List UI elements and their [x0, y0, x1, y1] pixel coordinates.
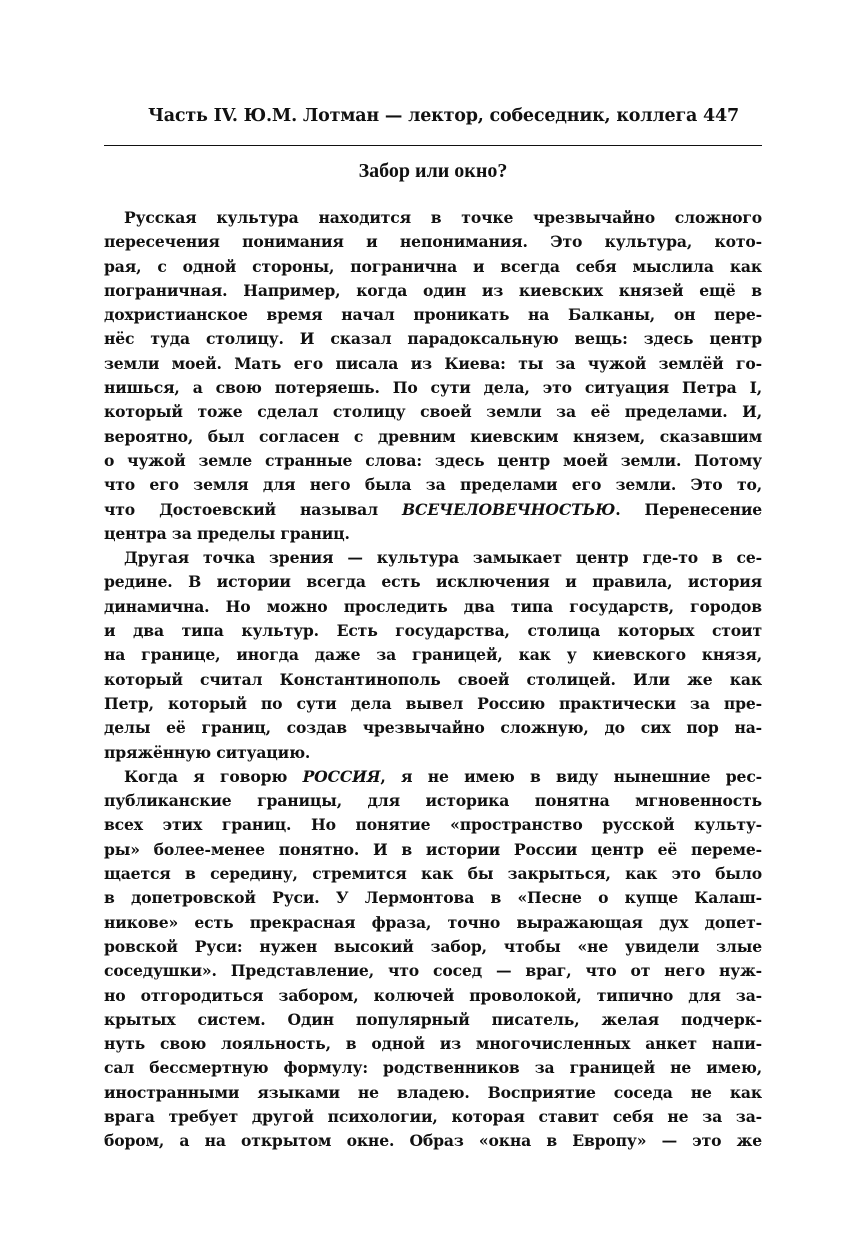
text-segment: Петр, который по сути дела вывел Россию практически за пре-	[104, 693, 762, 713]
text-line	[104, 206, 762, 230]
text-segment: вероятно, был согласен с древним киевским князем, сказавшим	[104, 426, 762, 446]
text-line	[104, 1032, 762, 1056]
text-line	[104, 619, 762, 643]
text-line	[104, 765, 762, 789]
text-segment: который считал Константинополь своей столицей. Или же как	[104, 669, 762, 689]
text-line	[104, 643, 762, 667]
emphasized-text: РОССИЯ	[302, 766, 381, 786]
text-segment: в допетровской Руси. У Лермонтова в «Песне о купце Калаш-	[104, 888, 762, 908]
text-line	[104, 255, 762, 279]
text-line	[104, 230, 762, 254]
text-line	[104, 862, 762, 886]
text-line	[104, 1105, 762, 1129]
text-line	[104, 911, 762, 935]
text-line	[104, 668, 762, 692]
text-line	[104, 1056, 762, 1080]
text-segment: динамична. Но можно проследить два типа государств, городов	[104, 596, 762, 616]
text-line	[104, 352, 762, 376]
text-segment: бором, а на открытом окне. Образ «окна в Европу» — это же	[104, 1131, 762, 1151]
text-line	[104, 303, 762, 327]
text-segment: делы её границ, создав чрезвычайно сложную, до сих пор на-	[104, 718, 762, 738]
text-line	[104, 959, 762, 983]
text-segment: но отгородиться забором, колючей проволокой, типично для за-	[104, 985, 762, 1005]
paragraph	[104, 765, 762, 1154]
text-line	[104, 595, 762, 619]
text-segment: публиканские границы, для историка понятна мгновенность	[104, 791, 762, 811]
text-line	[104, 838, 762, 862]
text-segment: Русская культура находится в точке чрезвычайно сложного	[124, 208, 762, 227]
text-segment: редине. В истории всегда есть исключения и правила, история	[104, 572, 762, 592]
text-segment: на границе, иногда даже за границей, как у киевского князя,	[104, 645, 762, 665]
text-line	[104, 570, 762, 594]
text-segment: нёс туда столицу. И сказал парадоксальную вещь: здесь центр	[104, 329, 762, 349]
text-segment: и два типа культур. Есть государства, столица которых стоит	[104, 621, 762, 641]
section-title: Забор или окно?	[358, 160, 508, 182]
header-rule	[104, 145, 762, 146]
text-segment: пряжённую ситуацию.	[104, 742, 311, 762]
text-line	[104, 1008, 762, 1032]
text-line	[104, 522, 762, 546]
text-line	[104, 376, 762, 400]
text-segment: ровской Руси: нужен высокий забор, чтобы «не увидели злые	[104, 936, 762, 956]
text-segment: Другая точка зрения — культура замыкает центр где-то в се-	[124, 548, 762, 568]
text-line	[104, 449, 762, 473]
text-line	[104, 813, 762, 837]
text-segment: крытых систем. Один популярный писатель, желая подчерк-	[104, 1009, 762, 1029]
text-line	[104, 984, 762, 1008]
body-text	[104, 206, 762, 1154]
text-segment: что его земля для него была за пределами его земли. Это то,	[104, 475, 762, 495]
text-segment: что Достоевский называл	[104, 499, 403, 519]
text-line	[104, 400, 762, 424]
text-segment: , я не имею в виду нынешние рес-	[380, 766, 762, 786]
text-line	[104, 935, 762, 959]
text-line	[104, 692, 762, 716]
text-segment: щается в середину, стремится как бы закрыться, как это было	[104, 864, 762, 884]
paragraph	[104, 546, 762, 765]
running-head: Часть IV. Ю.М. Лотман — лектор, собеседник, коллега 447	[148, 106, 739, 126]
text-segment: пограничная. Например, когда один из киевских князей ещё в	[104, 280, 762, 300]
text-segment: всех этих границ. Но понятие «пространство русской культу-	[104, 815, 762, 835]
text-line	[104, 716, 762, 740]
text-segment: рая, с одной стороны, погранична и всегда себя мыслила как	[104, 256, 762, 276]
text-segment: Когда я говорю	[124, 766, 303, 786]
text-segment: соседушки». Представление, что сосед — враг, что от него нуж-	[104, 961, 762, 981]
text-line	[104, 1081, 762, 1105]
text-line	[104, 741, 762, 765]
text-segment: дохристианское время начал проникать на Балканы, он пере-	[104, 305, 762, 325]
text-line	[104, 498, 762, 522]
text-segment: центра за пределы границ.	[104, 523, 350, 543]
paragraph	[104, 206, 762, 546]
text-line	[104, 886, 762, 910]
text-line	[104, 279, 762, 303]
emphasized-text: ВСЕЧЕЛОВЕЧНОСТЬЮ	[402, 499, 616, 519]
text-line	[104, 789, 762, 813]
text-segment: нишься, а свою потеряешь. По сути дела, это ситуация Петра I,	[104, 378, 762, 398]
text-line	[104, 473, 762, 497]
text-segment: пересечения понимания и непонимания. Это культура, кото-	[104, 232, 762, 252]
text-segment: сал бессмертную формулу: родственников за границей не имею,	[104, 1058, 762, 1078]
text-segment: ры» более-менее понятно. И в истории России центр её переме-	[104, 839, 762, 859]
text-segment: который тоже сделал столицу своей земли за её пределами. И,	[104, 402, 762, 422]
text-line	[104, 1129, 762, 1153]
text-segment: никове» есть прекрасная фраза, точно выражающая дух допет-	[104, 912, 762, 932]
text-line	[104, 425, 762, 449]
text-line	[104, 546, 762, 570]
text-segment: . Перенесение	[615, 499, 763, 519]
text-line	[104, 327, 762, 351]
text-segment: врага требует другой психологии, которая ставит себя не за за-	[104, 1106, 762, 1126]
text-segment: нуть свою лояльность, в одной из многочисленных анкет напи-	[104, 1034, 762, 1054]
text-segment: земли моей. Мать его писала из Киева: ты за чужой землёй го-	[104, 353, 762, 373]
text-segment: иностранными языками не владею. Восприятие соседа не как	[104, 1082, 762, 1102]
text-segment: о чужой земле странные слова: здесь центр моей земли. Потому	[104, 450, 762, 470]
